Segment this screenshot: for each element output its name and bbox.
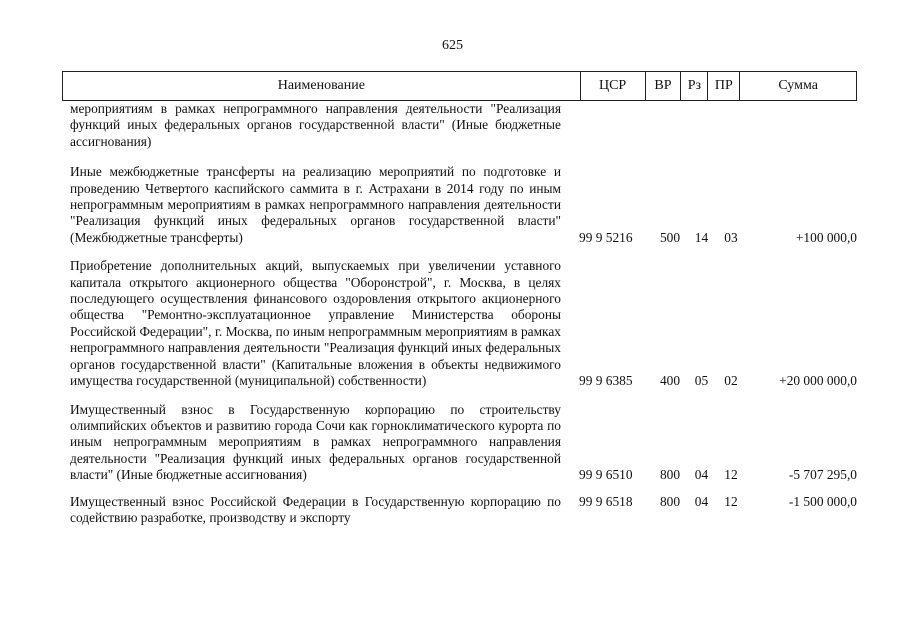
row-vr: 500 xyxy=(659,229,681,245)
row-pr: 12 xyxy=(724,493,738,509)
header-rz: Рз xyxy=(680,72,707,100)
table-row xyxy=(62,402,857,484)
header-name: Наименование xyxy=(277,78,365,93)
table-row xyxy=(62,258,857,389)
row-vr: 400 xyxy=(659,373,681,389)
row-sum: -1 500 000,0 xyxy=(788,493,857,509)
row-pr: 03 xyxy=(724,229,738,245)
header-vr: ВР xyxy=(645,72,681,100)
row-name: Иные межбюджетные трансферты на реализацию мероприятий по подготовке и проведению Четвертого каспийского саммита в г. Астрахани в 2014 году по иным непрограммным мероприятиям в рамках непрограммного направления деятельности "Реализация функций иных федеральных органов государственной власти" (Межбюджетные трансферты) xyxy=(70,164,561,245)
row-name: Имущественный взнос Российской Федерации в Государственную корпорацию по содействию разработке, производству и экспорту xyxy=(70,493,561,525)
row-rz: 04 xyxy=(694,467,709,483)
row-rz: 14 xyxy=(694,229,709,245)
table-body xyxy=(62,101,857,526)
page-number: 625 xyxy=(442,38,463,53)
row-vr: 800 xyxy=(659,467,681,483)
row-name: мероприятиям в рамках непрограммного направления деятельности "Реализация функций иных федеральных органов государственной власти" (Иные бюджетные ассигнования) xyxy=(70,101,561,149)
row-vr: 800 xyxy=(659,493,681,509)
row-sum: +20 000 000,0 xyxy=(779,373,857,389)
row-csr: 99 9 5216 xyxy=(579,229,633,245)
row-name: Имущественный взнос в Государственную корпорацию по строительству олимпийских объектов и развитию города Сочи как горноклиматического курорта по иным непрограммным мероприятиям в рамках непрограммного направления деятельности "Реализация функций иных федеральных органов государственной власти" (Иные бюджетные ассигнования) xyxy=(70,401,561,483)
row-sum: +100 000,0 xyxy=(795,229,857,245)
row-csr: 99 9 6510 xyxy=(579,467,633,483)
table-header xyxy=(62,71,857,101)
table-row xyxy=(62,494,857,527)
row-csr: 99 9 6518 xyxy=(579,493,633,509)
row-rz: 05 xyxy=(694,373,709,389)
row-rz: 04 xyxy=(694,493,709,509)
table-row xyxy=(62,164,857,246)
row-name: Приобретение дополнительных акций, выпускаемых при увеличении уставного капитала открытого акционерного общества "Оборонстрой", г. Москва, в целях последующего осуществления финансового оздоровления открытого акционерного общества "Ремонтно-эксплуатационное управление Министерства обороны Российской Федерации", г. Москва, по иным непрограммным мероприятиям в рамках непрограммного направления деятельности "Реализация функций иных федеральных органов государственной власти" (Капитальные вложения в объекты недвижимого имущества государственной (муниципальной) собственности) xyxy=(70,258,561,389)
header-sum: Сумма xyxy=(739,72,856,100)
row-csr: 99 9 6385 xyxy=(579,373,633,389)
row-pr: 12 xyxy=(724,467,738,483)
table-row xyxy=(62,101,857,150)
header-pr: ПР xyxy=(707,72,739,100)
row-pr: 02 xyxy=(724,373,738,389)
header-csr: ЦСР xyxy=(580,72,645,100)
row-sum: -5 707 295,0 xyxy=(788,467,857,483)
